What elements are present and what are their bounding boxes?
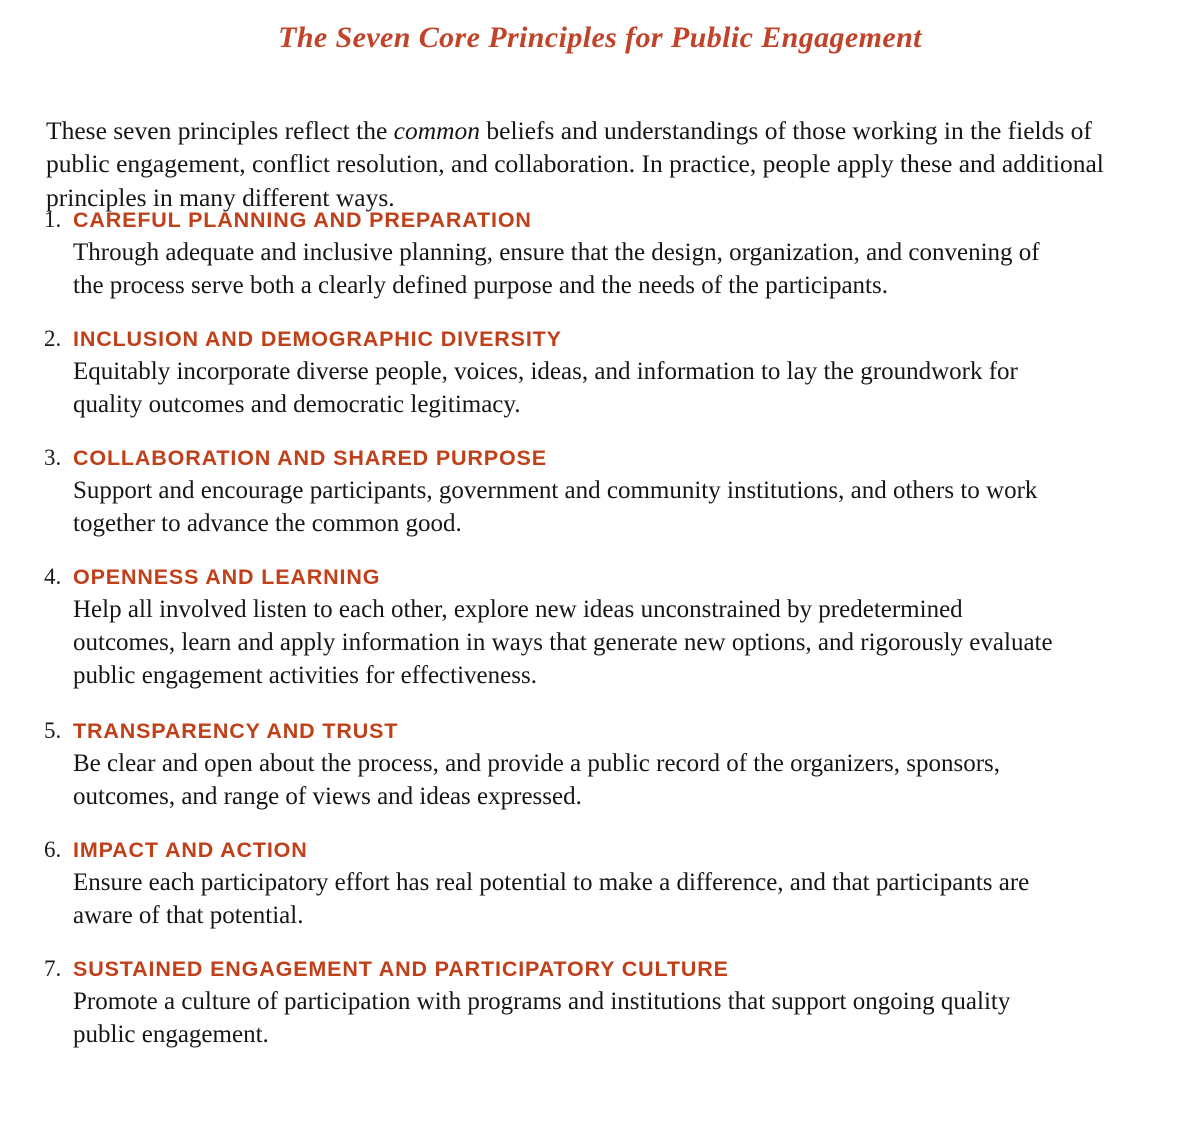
principle-number: 3. [44,445,62,470]
intro-emphasis-word: common [393,115,481,145]
principles-list [44,206,1074,1051]
principle-body: Help all involved listen to each other, explore new ideas unconstrained by predetermined outcomes, learn and apply information in ways that generate new options, and rigorously evaluate public engagement activities for effectiveness. [73,596,1053,689]
principle-title: IMPACT AND ACTION [73,838,308,862]
principle-body: Ensure each participatory effort has real potential to make a difference, and that participants are aware of that potential. [73,869,1030,929]
intro-text-rest: beliefs and understandings of those working in the fields of public engagement, conflict resolution, and collaboration. In practice, people apply these and additional principles in many different ways. [46,115,1104,212]
principle-body: Support and encourage participants, government and community institutions, and others to work together to advance the common good. [73,477,1038,537]
principle-heading [44,717,1074,745]
principle-number: 4. [44,564,62,589]
page-title: The Seven Core Principles for Public Engagement [278,21,922,54]
principle-number: 6. [44,837,62,862]
principle-number: 2. [44,326,62,351]
principle-body: Be clear and open about the process, and provide a public record of the organizers, sponsors, outcomes, and range of views and ideas expressed. [73,750,1001,810]
principle-body: Promote a culture of participation with programs and institutions that support ongoing quality public engagement. [73,988,1011,1048]
list-item [44,325,1074,421]
list-item [44,717,1074,813]
principle-heading [44,444,1074,472]
list-item [44,206,1074,302]
list-item [44,836,1074,932]
principle-number: 5. [44,718,62,743]
principle-title: COLLABORATION AND SHARED PURPOSE [73,446,547,470]
principle-heading [44,325,1074,353]
intro-text-lead: These seven principles reflect the [46,115,394,145]
list-item [44,444,1074,540]
principle-number: 7. [44,956,62,981]
principle-number: 1. [44,207,62,232]
principle-title: OPENNESS AND LEARNING [73,565,381,589]
principle-body: Equitably incorporate diverse people, voices, ideas, and information to lay the groundwork for quality outcomes and democratic legitimacy. [73,358,1018,418]
principle-title: CAREFUL PLANNING AND PREPARATION [73,208,532,232]
principle-title: SUSTAINED ENGAGEMENT AND PARTICIPATORY CULTURE [73,957,729,981]
principle-title: INCLUSION AND DEMOGRAPHIC DIVERSITY [73,327,562,351]
list-item [44,563,1074,692]
list-item [44,955,1074,1051]
principle-heading [44,206,1074,234]
principle-body: Through adequate and inclusive planning, ensure that the design, organization, and convening of the process serve both a clearly defined purpose and the needs of the participants. [73,239,1040,299]
intro-paragraph [46,114,1158,215]
principle-heading [44,955,1074,983]
principle-title: TRANSPARENCY AND TRUST [73,719,399,743]
principle-heading [44,836,1074,864]
principle-heading [44,563,1074,591]
